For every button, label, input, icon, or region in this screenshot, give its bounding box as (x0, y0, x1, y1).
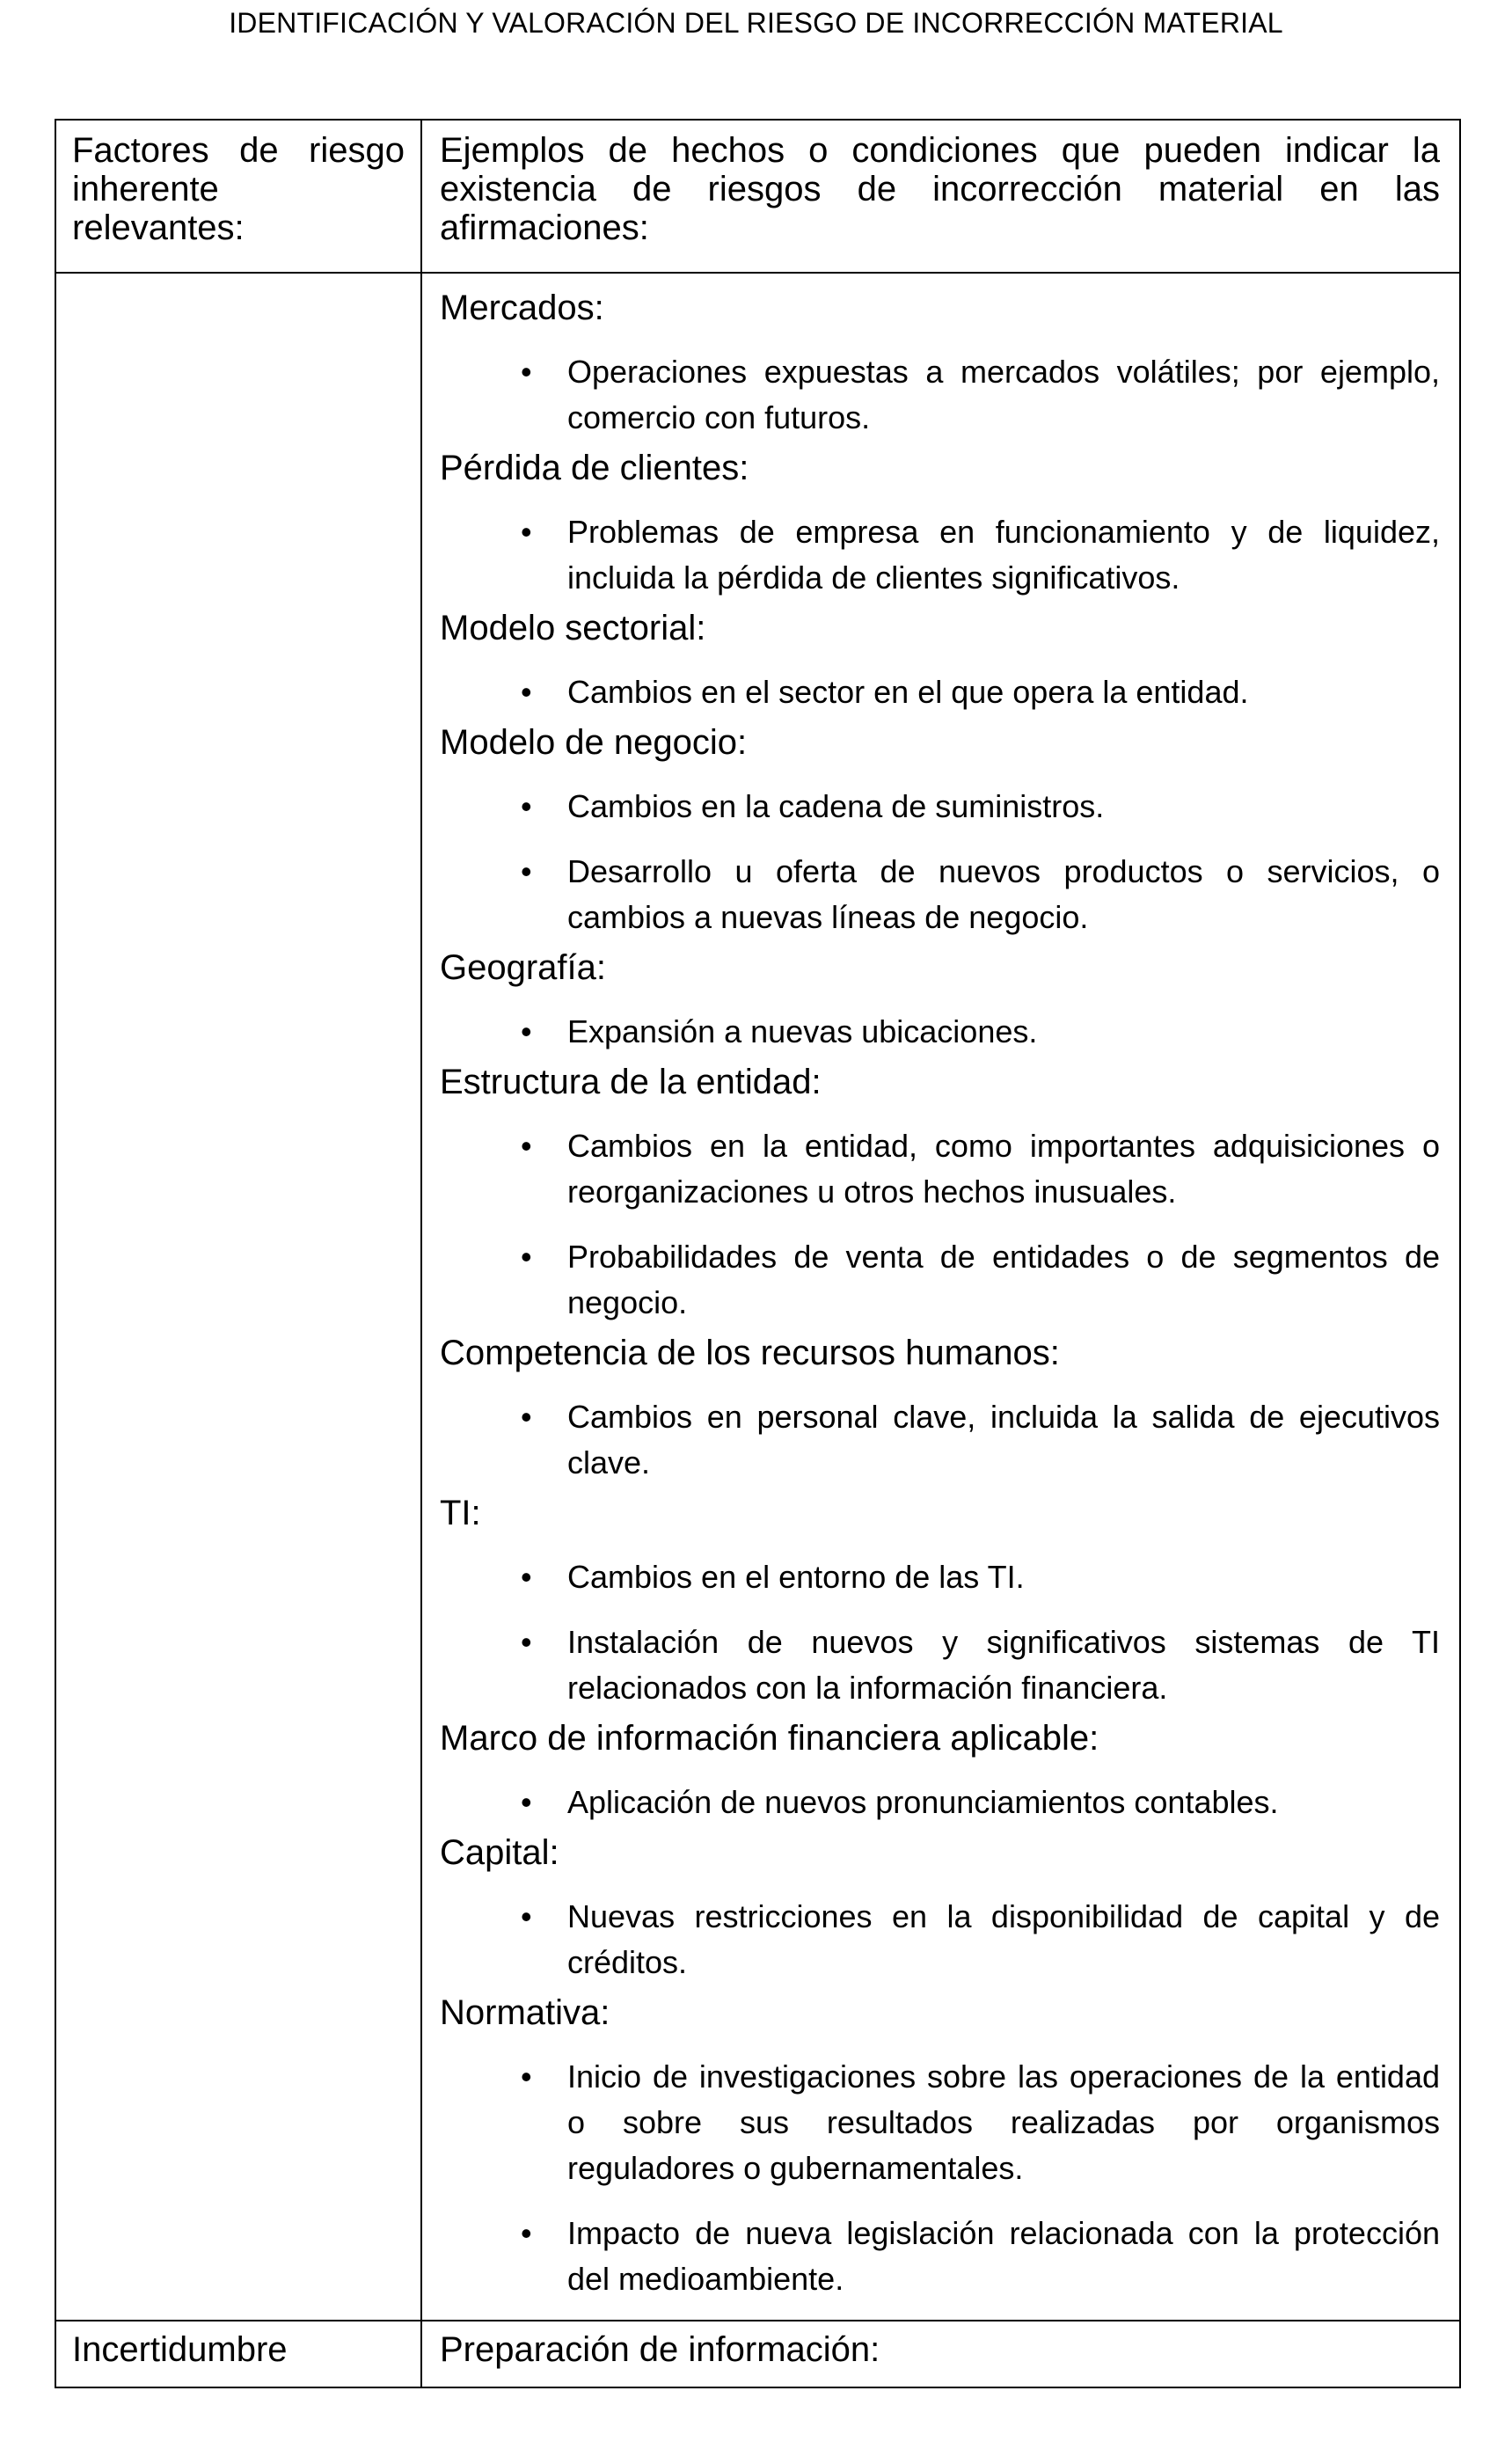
table-body-row (56, 272, 1459, 2320)
bullet-dot-icon: • (521, 354, 532, 390)
category-title: Modelo de negocio: (440, 723, 748, 762)
bullet-text: Inicio de investigaciones sobre las operaciones de la entidad o sobre sus resultados realizadas por organismos reguladores o gubernamentales. (567, 2058, 1440, 2186)
category-title: Marco de información financiera aplicable: (440, 1719, 1099, 1758)
header-right-line: existencia de riesgos de incorrección material en las (440, 170, 1440, 208)
category-block (440, 720, 1440, 940)
category-title: Capital: (440, 1833, 559, 1872)
bullet-item (440, 1009, 1440, 1055)
bullet-list (440, 1123, 1440, 1326)
category-block (440, 1716, 1440, 1825)
category-block (440, 446, 1440, 601)
bullet-dot-icon: • (521, 2058, 532, 2095)
bullet-list (440, 1394, 1440, 1486)
bullet-list (440, 1780, 1440, 1825)
header-left-line: relevantes: (72, 208, 245, 247)
bullet-dot-icon: • (521, 1399, 532, 1435)
bullet-list (440, 784, 1440, 940)
category-title: Mercados: (440, 289, 604, 327)
bullet-dot-icon: • (521, 1559, 532, 1595)
bullet-text: Cambios en personal clave, incluida la salida de ejecutivos clave. (567, 1399, 1440, 1481)
bullet-list (440, 2054, 1440, 2302)
bullet-item (440, 1554, 1440, 1600)
category-block (440, 1491, 1440, 1711)
bullet-text: Operaciones expuestas a mercados volátiles; por ejemplo, comercio con futuros. (567, 354, 1440, 435)
category-block (440, 286, 1440, 441)
bullet-dot-icon: • (521, 674, 532, 710)
bullet-text: Aplicación de nuevos pronunciamientos contables. (567, 1784, 1279, 1820)
bullet-text: Probabilidades de venta de entidades o de segmentos de negocio. (567, 1239, 1440, 1320)
bullet-item (440, 849, 1440, 940)
header-right-line: afirmaciones: (440, 208, 649, 247)
bullet-text: Instalación de nuevos y significativos sistemas de TI relacionados con la información financiera. (567, 1624, 1440, 1706)
table-last-row (56, 2320, 1459, 2387)
bullet-text: Problemas de empresa en funcionamiento y de liquidez, incluida la pérdida de clientes significativos. (567, 514, 1440, 596)
bullet-text: Nuevas restricciones en la disponibilidad de capital y de créditos. (567, 1898, 1440, 1980)
category-title: Normativa: (440, 1993, 610, 2032)
categories-cell (422, 274, 1459, 2320)
category-title: Modelo sectorial: (440, 609, 706, 647)
bullet-list (440, 1554, 1440, 1711)
bullet-list (440, 509, 1440, 601)
bullet-item (440, 2211, 1440, 2302)
bullet-dot-icon: • (521, 1128, 532, 1164)
bullet-dot-icon: • (521, 1784, 532, 1820)
header-right-cell (422, 121, 1459, 272)
bullet-text: Expansión a nuevas ubicaciones. (567, 1013, 1038, 1049)
bullet-dot-icon: • (521, 2215, 532, 2251)
bullet-text: Cambios en la cadena de suministros. (567, 788, 1105, 824)
category-block (440, 1831, 1440, 1985)
bullet-dot-icon: • (521, 853, 532, 889)
bullet-text: Impacto de nueva legislación relacionada con la protección del medioambiente. (567, 2215, 1440, 2297)
category-block (440, 1991, 1440, 2302)
bullet-list (440, 1894, 1440, 1985)
bullet-dot-icon: • (521, 1239, 532, 1275)
bullet-dot-icon: • (521, 514, 532, 550)
category-block (440, 1060, 1440, 1326)
header-left-cell (56, 121, 422, 272)
bullet-text: Cambios en el entorno de las TI. (567, 1559, 1025, 1595)
category-block (440, 1331, 1440, 1486)
bullet-text: Cambios en la entidad, como importantes adquisiciones o reorganizaciones u otros hechos inusuales. (567, 1128, 1440, 1210)
header-left-line: inherente (72, 170, 219, 208)
category-block (440, 606, 1440, 715)
last-row-left: Incertidumbre (56, 2321, 422, 2387)
bullet-item (440, 1123, 1440, 1215)
bullet-item (440, 2054, 1440, 2191)
bullet-dot-icon: • (521, 1898, 532, 1934)
bullet-item (440, 349, 1440, 441)
risk-factors-table (55, 119, 1461, 2388)
category-title: Geografía: (440, 948, 607, 987)
bullet-item (440, 784, 1440, 830)
bullet-list (440, 669, 1440, 715)
bullet-item (440, 1394, 1440, 1486)
header-left-line: Factores de riesgo (72, 131, 405, 170)
bullet-text: Cambios en el sector en el que opera la entidad. (567, 674, 1249, 710)
bullet-text: Desarrollo u oferta de nuevos productos o servicios, o cambios a nuevas líneas de negocio. (567, 853, 1440, 935)
bullet-item (440, 1234, 1440, 1326)
bullet-list (440, 349, 1440, 441)
bullet-dot-icon: • (521, 788, 532, 824)
page-header: IDENTIFICACIÓN Y VALORACIÓN DEL RIESGO DE INCORRECCIÓN MATERIAL (229, 7, 1283, 39)
category-title: Competencia de los recursos humanos: (440, 1334, 1060, 1372)
body-left-cell (56, 274, 422, 2320)
bullet-item (440, 1894, 1440, 1985)
last-row-right: Preparación de información: (440, 2330, 880, 2369)
bullet-dot-icon: • (521, 1013, 532, 1049)
bullet-list (440, 1009, 1440, 1055)
header-right-line: Ejemplos de hechos o condiciones que pueden indicar la (440, 131, 1440, 170)
bullet-item (440, 669, 1440, 715)
category-title: Estructura de la entidad: (440, 1063, 822, 1101)
category-title: TI: (440, 1494, 481, 1532)
bullet-item (440, 1619, 1440, 1711)
bullet-item (440, 1780, 1440, 1825)
category-title: Pérdida de clientes: (440, 449, 749, 487)
bullet-item (440, 509, 1440, 601)
table-header-row (56, 121, 1459, 272)
bullet-dot-icon: • (521, 1624, 532, 1660)
category-block (440, 946, 1440, 1055)
